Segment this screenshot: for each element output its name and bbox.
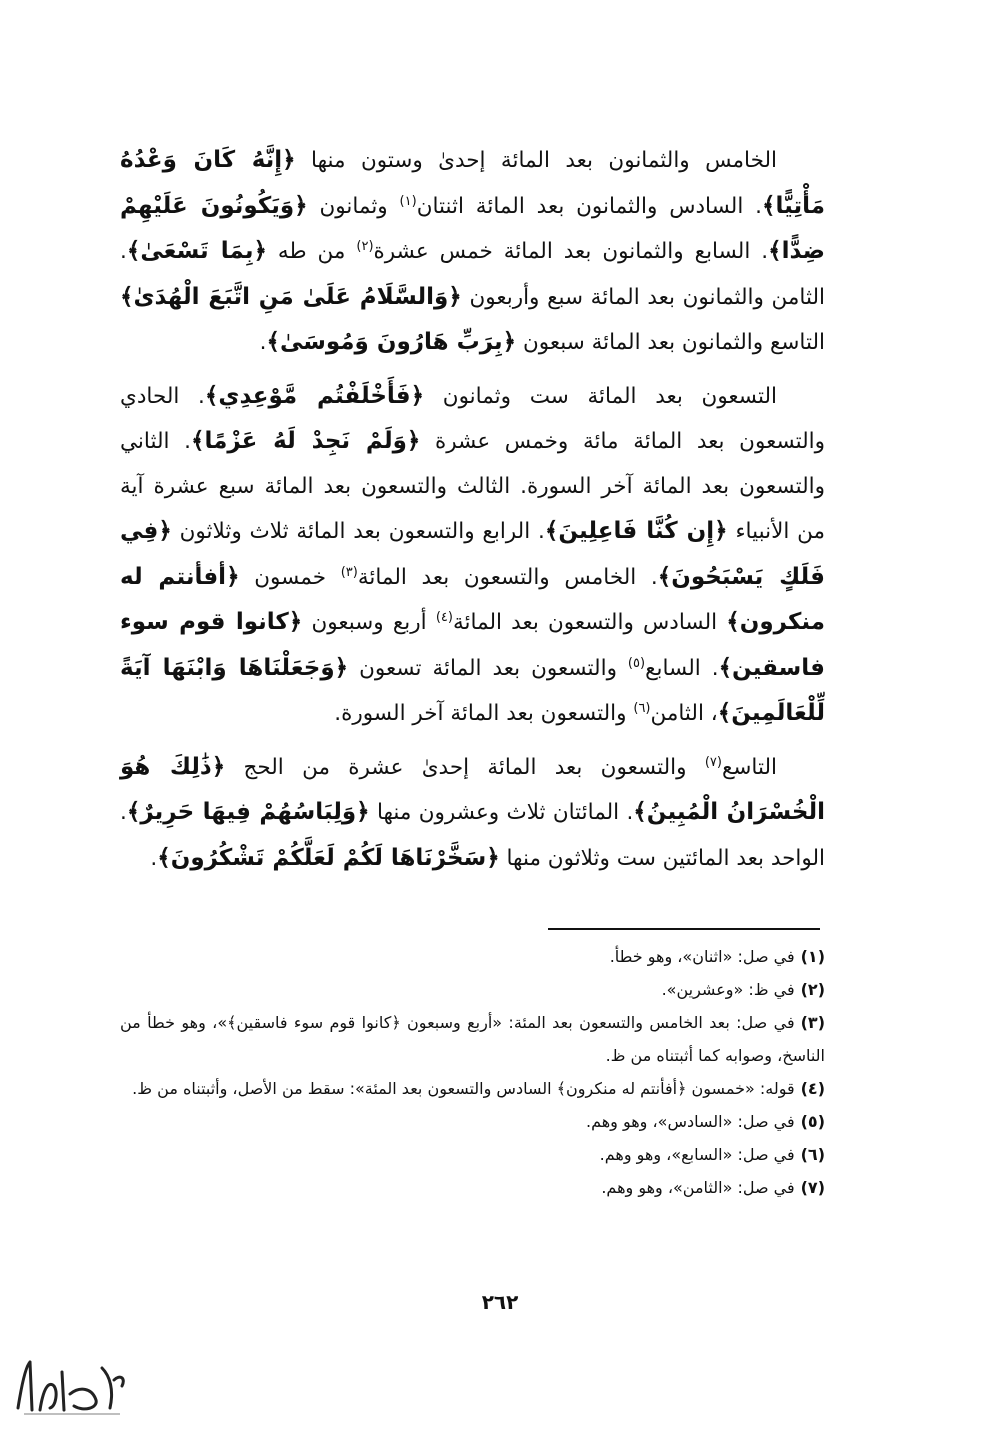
quran-quote: ﴿إِنَّهُ كَانَ وَعْدُهُ مَأْتِيًّا﴾ bbox=[120, 147, 826, 219]
footnote bbox=[120, 1171, 825, 1204]
footnote-number: (٥) bbox=[800, 1112, 825, 1131]
quran-quote: ﴿وَيَكُونُونَ عَلَيْهِمْ ضِدًّا﴾ bbox=[120, 192, 825, 264]
text-run: . الخامس والتسعون بعد المائة bbox=[357, 564, 658, 590]
footnote-ref: (٢) bbox=[356, 238, 374, 254]
text-run: التاسع bbox=[721, 754, 777, 780]
calligraphy-logo bbox=[10, 1350, 130, 1422]
footnote-ref: (٤) bbox=[435, 609, 453, 625]
main-text bbox=[120, 138, 825, 889]
quran-quote: ﴿ذَٰلِكَ هُوَ الْخُسْرَانُ الْمُبِينُ﴾ bbox=[120, 753, 825, 825]
footnote-text: في صل: «الثامن»، وهو وهم. bbox=[601, 1178, 795, 1197]
text-run: من طه bbox=[266, 239, 357, 264]
text-run: . الرابع والتسعون بعد المائة ثلاث وثلاثون bbox=[171, 519, 545, 544]
quran-quote: ﴿سَخَّرْنَاهَا لَكُمْ لَعَلَّكُمْ تَشْكُرُونَ﴾ bbox=[157, 844, 500, 871]
quran-quote: ﴿فِي فَلَكٍ يَسْبَحُونَ﴾ bbox=[120, 518, 825, 590]
footnote-separator bbox=[548, 928, 820, 930]
footnote bbox=[120, 1138, 825, 1171]
quran-quote: ﴿بِمَا تَسْعَىٰ﴾ bbox=[126, 238, 267, 264]
footnote-ref: (٥) bbox=[627, 655, 646, 671]
footnote-number: (٢) bbox=[800, 980, 825, 999]
footnote bbox=[120, 1072, 825, 1105]
quran-quote: ﴿أفأنتم له منكرون﴾ bbox=[120, 563, 825, 635]
text-run: التسعون بعد المائة ست وثمانون bbox=[424, 383, 777, 409]
text-run: السادس والتسعون بعد المائة bbox=[452, 610, 727, 635]
text-run: . bbox=[150, 845, 158, 871]
footnotes bbox=[120, 940, 825, 1204]
text-run: . السادس والثمانون بعد المائة اثنتان bbox=[416, 193, 762, 219]
footnote-number: (٤) bbox=[800, 1079, 825, 1098]
quran-quote: ﴿بِرَبِّ هَارُونَ وَمُوسَىٰ﴾ bbox=[266, 329, 517, 355]
footnote bbox=[120, 940, 825, 973]
text-run: . الواحد بعد المائتين ست وثلاثون منها bbox=[120, 800, 825, 871]
text-run: . الثامن والثمانون بعد المائة سبع وأربعون bbox=[120, 239, 825, 310]
text-run: . المائتان ثلاث وعشرون منها bbox=[369, 800, 634, 825]
footnote-number: (٣) bbox=[800, 1013, 825, 1032]
quran-quote: ﴿وَجَعَلْنَاهَا وَابْنَهَا آيَةً لِّلْعَالَمِينَ﴾ bbox=[120, 654, 825, 726]
text-run: أربع وسبعون bbox=[302, 610, 436, 635]
text-run: . السابع والثمانون بعد المائة خمس عشرة bbox=[373, 239, 769, 264]
text-run: التاسع والثمانون بعد المائة سبعون bbox=[516, 330, 825, 355]
text-run: . الحادي والتسعون بعد المائة مائة وخمس عشرة bbox=[120, 383, 826, 454]
text-run: . bbox=[259, 330, 267, 355]
text-run: خمسون bbox=[239, 564, 341, 590]
quran-quote: ﴿كانوا قوم سوء فاسقين﴾ bbox=[120, 609, 825, 681]
footnote-number: (٦) bbox=[800, 1145, 825, 1164]
page-number: ٢٦٢ bbox=[481, 1290, 519, 1314]
footnote-number: (١) bbox=[800, 947, 825, 966]
text-run: والتسعون بعد المائة تسعون bbox=[348, 655, 628, 681]
text-run: ، الثامن bbox=[650, 701, 718, 726]
footnote bbox=[120, 1006, 825, 1072]
footnote bbox=[120, 1105, 825, 1138]
text-run: . الثاني والتسعون بعد المائة آخر السورة. الثالث والتسعون بعد المائة سبع عشرة آية من الأنبياء bbox=[120, 429, 826, 544]
quran-quote: ﴿وَلَمْ نَجِدْ لَهُ عَزْمًا﴾ bbox=[190, 428, 421, 454]
footnote bbox=[120, 973, 825, 1006]
footnote-text: في صل: «السادس»، وهو وهم. bbox=[585, 1112, 795, 1131]
quran-quote: ﴿إِن كُنَّا فَاعِلِينَ﴾ bbox=[544, 518, 728, 544]
footnote-text: في صل: «السابع»، وهو وهم. bbox=[599, 1145, 795, 1164]
footnote-ref: (٦) bbox=[633, 700, 651, 716]
quran-quote: ﴿فَأَخْلَفْتُم مَّوْعِدِي﴾ bbox=[204, 382, 425, 409]
paragraph-2 bbox=[120, 374, 825, 737]
footnote-ref: (٣) bbox=[340, 564, 358, 580]
quran-quote: ﴿وَالسَّلَامُ عَلَىٰ مَنِ اتَّبَعَ الْهُدَىٰ﴾ bbox=[120, 283, 462, 310]
text-run: وثمانون bbox=[307, 193, 400, 219]
text-run: . السابع bbox=[645, 655, 719, 681]
text-run: والتسعون بعد المائة إحدىٰ عشرة من الحج bbox=[225, 754, 705, 780]
footnote-text: قوله: «خمسون ﴿أفأنتم له منكرون﴾ السادس والتسعون بعد المئة»: سقط من الأصل، وأثبتناه من ظ. bbox=[132, 1079, 795, 1098]
paragraph-1 bbox=[120, 138, 825, 366]
footnote-text: في صل: بعد الخامس والتسعون بعد المئة: «أربع وسبعون ﴿كانوا قوم سوء فاسقين﴾»، وهو خطأ من الناسخ، وصوابه كما أثبتناه من ظ. bbox=[120, 1013, 825, 1065]
text-run: الخامس والثمانون بعد المائة إحدىٰ وستون منها bbox=[295, 148, 777, 173]
footnote-number: (٧) bbox=[800, 1178, 825, 1197]
footnote-text: في ظ: «وعشرين». bbox=[661, 980, 795, 999]
paragraph-3 bbox=[120, 745, 825, 882]
footnote-ref: (٧) bbox=[704, 754, 722, 770]
footnote-text: في صل: «اثنان»، وهو خطأ. bbox=[609, 947, 795, 966]
footnote-ref: (١) bbox=[399, 193, 417, 209]
text-run: والتسعون بعد المائة آخر السورة. bbox=[334, 701, 634, 726]
quran-quote: ﴿وَلِبَاسُهُمْ فِيهَا حَرِيرٌ﴾ bbox=[126, 799, 370, 825]
